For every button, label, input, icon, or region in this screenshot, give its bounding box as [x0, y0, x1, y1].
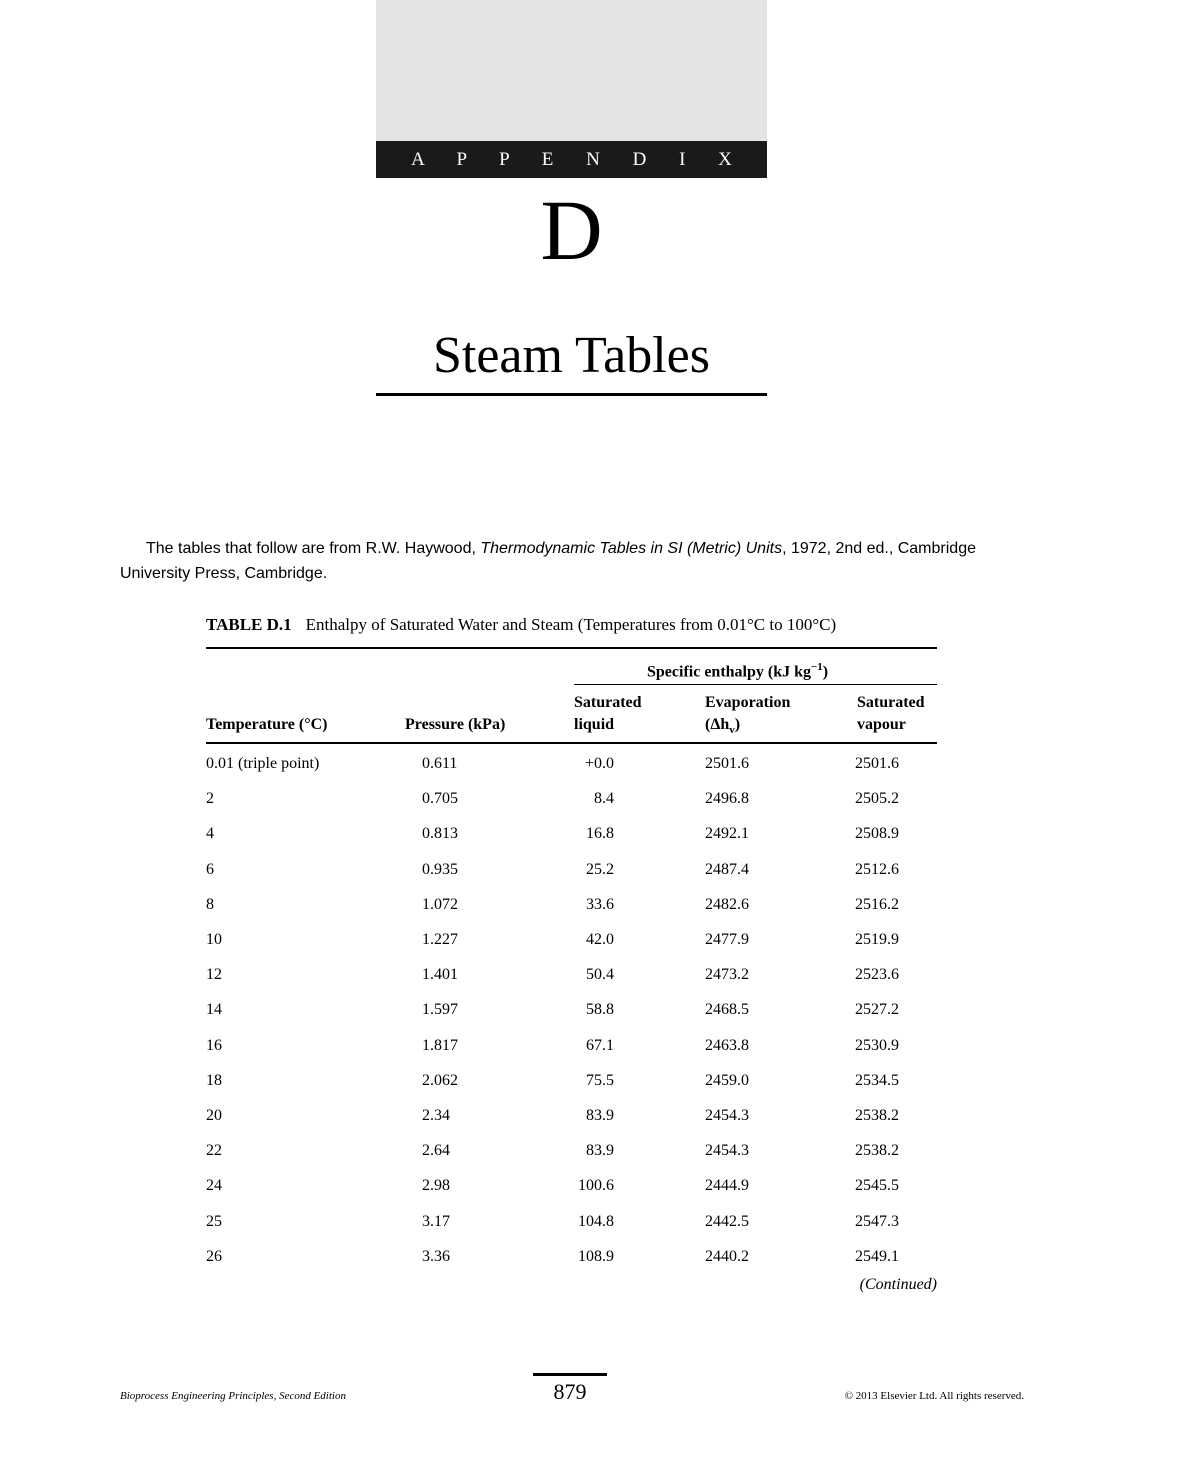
cell-pressure: 0.611: [422, 755, 458, 772]
cell-saturated-liquid: +0.0: [584, 755, 614, 772]
page-number-rule: [533, 1373, 607, 1376]
column-header-pressure: Pressure (kPa): [405, 716, 506, 733]
cell-evaporation: 2487.4: [705, 861, 749, 878]
cell-temperature: 24: [206, 1177, 222, 1194]
cell-temperature: 0.01 (triple point): [206, 755, 320, 772]
cell-evaporation: 2492.1: [705, 825, 749, 842]
intro-text-after: , 1972, 2nd ed., Cambridge University Press, Cambridge.: [120, 540, 976, 582]
cell-saturated-vapour: 2523.6: [855, 966, 899, 983]
cell-saturated-vapour: 2516.2: [855, 896, 899, 913]
cell-evaporation: 2442.5: [705, 1213, 749, 1230]
cell-evaporation: 2454.3: [705, 1142, 749, 1159]
column-header-saturated-liquid: Saturated liquid: [574, 694, 642, 733]
cell-pressure: 1.072: [422, 896, 458, 913]
cell-saturated-liquid: 100.6: [578, 1177, 614, 1194]
cell-temperature: 25: [206, 1213, 222, 1230]
intro-paragraph: [120, 536, 1040, 586]
cell-saturated-liquid: 16.8: [586, 825, 614, 842]
cell-temperature: 18: [206, 1072, 222, 1089]
cell-pressure: 0.935: [422, 861, 458, 878]
intro-book-title: Thermodynamic Tables in SI (Metric) Units: [480, 540, 783, 557]
cell-pressure: 3.17: [422, 1213, 450, 1230]
cell-saturated-liquid: 108.9: [578, 1248, 614, 1265]
title-divider: [376, 393, 767, 396]
cell-pressure: 2.98: [422, 1177, 450, 1194]
cell-saturated-vapour: 2534.5: [855, 1072, 899, 1089]
table-top-rule: [206, 647, 937, 649]
table-caption: [206, 614, 946, 636]
cell-pressure: 2.062: [422, 1072, 458, 1089]
column-header-temperature: Temperature (°C): [206, 716, 328, 733]
cell-temperature: 6: [206, 861, 214, 878]
cell-temperature: 14: [206, 1001, 222, 1018]
table-header-rule: [206, 742, 937, 744]
cell-pressure: 0.705: [422, 790, 458, 807]
cell-temperature: 2: [206, 790, 214, 807]
cell-evaporation: 2440.2: [705, 1248, 749, 1265]
cell-pressure: 1.597: [422, 1001, 458, 1018]
intro-text-before: The tables that follow are from R.W. Haywood,: [146, 540, 481, 557]
specific-enthalpy-header: Specific enthalpy (kJ $kg^{-1}$): [647, 661, 829, 681]
cell-evaporation: 2454.3: [705, 1107, 749, 1124]
cell-saturated-vapour: 2519.9: [855, 931, 899, 948]
cell-saturated-liquid: 8.4: [594, 790, 614, 807]
cell-pressure: 2.34: [422, 1107, 450, 1124]
cell-pressure: 1.817: [422, 1037, 458, 1054]
cell-pressure: 2.64: [422, 1142, 450, 1159]
cell-evaporation: 2496.8: [705, 790, 749, 807]
cell-temperature: 12: [206, 966, 222, 983]
cell-saturated-vapour: 2530.9: [855, 1037, 899, 1054]
cell-temperature: 8: [206, 896, 214, 913]
cell-evaporation: 2482.6: [705, 896, 749, 913]
cell-saturated-vapour: 2538.2: [855, 1107, 899, 1124]
footer-book-title: Bioprocess Engineering Principles, Second Edition: [120, 1390, 346, 1402]
cell-saturated-liquid: 75.5: [586, 1072, 614, 1089]
column-header-evaporation: Evaporation $(\Delta h_v)$: [705, 694, 791, 737]
chapter-header-block: [376, 0, 767, 141]
cell-pressure: 3.36: [422, 1248, 450, 1265]
cell-temperature: 10: [206, 931, 222, 948]
cell-pressure: 0.813: [422, 825, 458, 842]
cell-pressure: 1.227: [422, 931, 458, 948]
cell-saturated-vapour: 2549.1: [855, 1248, 899, 1265]
cell-saturated-liquid: 104.8: [578, 1213, 614, 1230]
table-caption-text: Enthalpy of Saturated Water and Steam (Temperatures from 0.01°C to 100°C): [305, 615, 837, 634]
cell-evaporation: 2477.9: [705, 931, 749, 948]
cell-saturated-vapour: 2527.2: [855, 1001, 899, 1018]
cell-temperature: 20: [206, 1107, 222, 1124]
appendix-label: A P P E N D I X: [376, 141, 767, 178]
cell-pressure: 1.401: [422, 966, 458, 983]
cell-saturated-liquid: 50.4: [586, 966, 614, 983]
table-group-rule: [574, 684, 937, 685]
cell-saturated-liquid: 67.1: [586, 1037, 614, 1054]
cell-saturated-vapour: 2505.2: [855, 790, 899, 807]
cell-saturated-vapour: 2508.9: [855, 825, 899, 842]
page-title: Steam Tables: [432, 327, 710, 384]
column-header-saturated-vapour: Saturated vapour: [857, 694, 925, 733]
cell-evaporation: 2459.0: [705, 1072, 749, 1089]
appendix-letter: D: [540, 182, 603, 278]
cell-evaporation: 2501.6: [705, 755, 749, 772]
cell-saturated-liquid: 33.6: [586, 896, 614, 913]
footer-copyright: © 2013 Elsevier Ltd. All rights reserved.: [844, 1390, 1024, 1402]
cell-saturated-vapour: 2512.6: [855, 861, 899, 878]
cell-evaporation: 2468.5: [705, 1001, 749, 1018]
cell-saturated-liquid: 42.0: [586, 931, 614, 948]
table-label: TABLE D.1: [206, 615, 292, 634]
cell-evaporation: 2463.8: [705, 1037, 749, 1054]
cell-temperature: 4: [206, 825, 214, 842]
cell-saturated-liquid: 83.9: [586, 1107, 614, 1124]
cell-evaporation: 2473.2: [705, 966, 749, 983]
cell-temperature: 26: [206, 1248, 222, 1265]
continued-note: (Continued): [859, 1276, 937, 1293]
cell-saturated-liquid: 58.8: [586, 1001, 614, 1018]
cell-saturated-vapour: 2538.2: [855, 1142, 899, 1159]
cell-saturated-vapour: 2501.6: [855, 755, 899, 772]
cell-evaporation: 2444.9: [705, 1177, 749, 1194]
cell-saturated-vapour: 2547.3: [855, 1213, 899, 1230]
cell-saturated-liquid: 25.2: [586, 861, 614, 878]
cell-temperature: 16: [206, 1037, 222, 1054]
page-number: 879: [553, 1379, 587, 1404]
cell-saturated-vapour: 2545.5: [855, 1177, 899, 1194]
cell-temperature: 22: [206, 1142, 222, 1159]
cell-saturated-liquid: 83.9: [586, 1142, 614, 1159]
